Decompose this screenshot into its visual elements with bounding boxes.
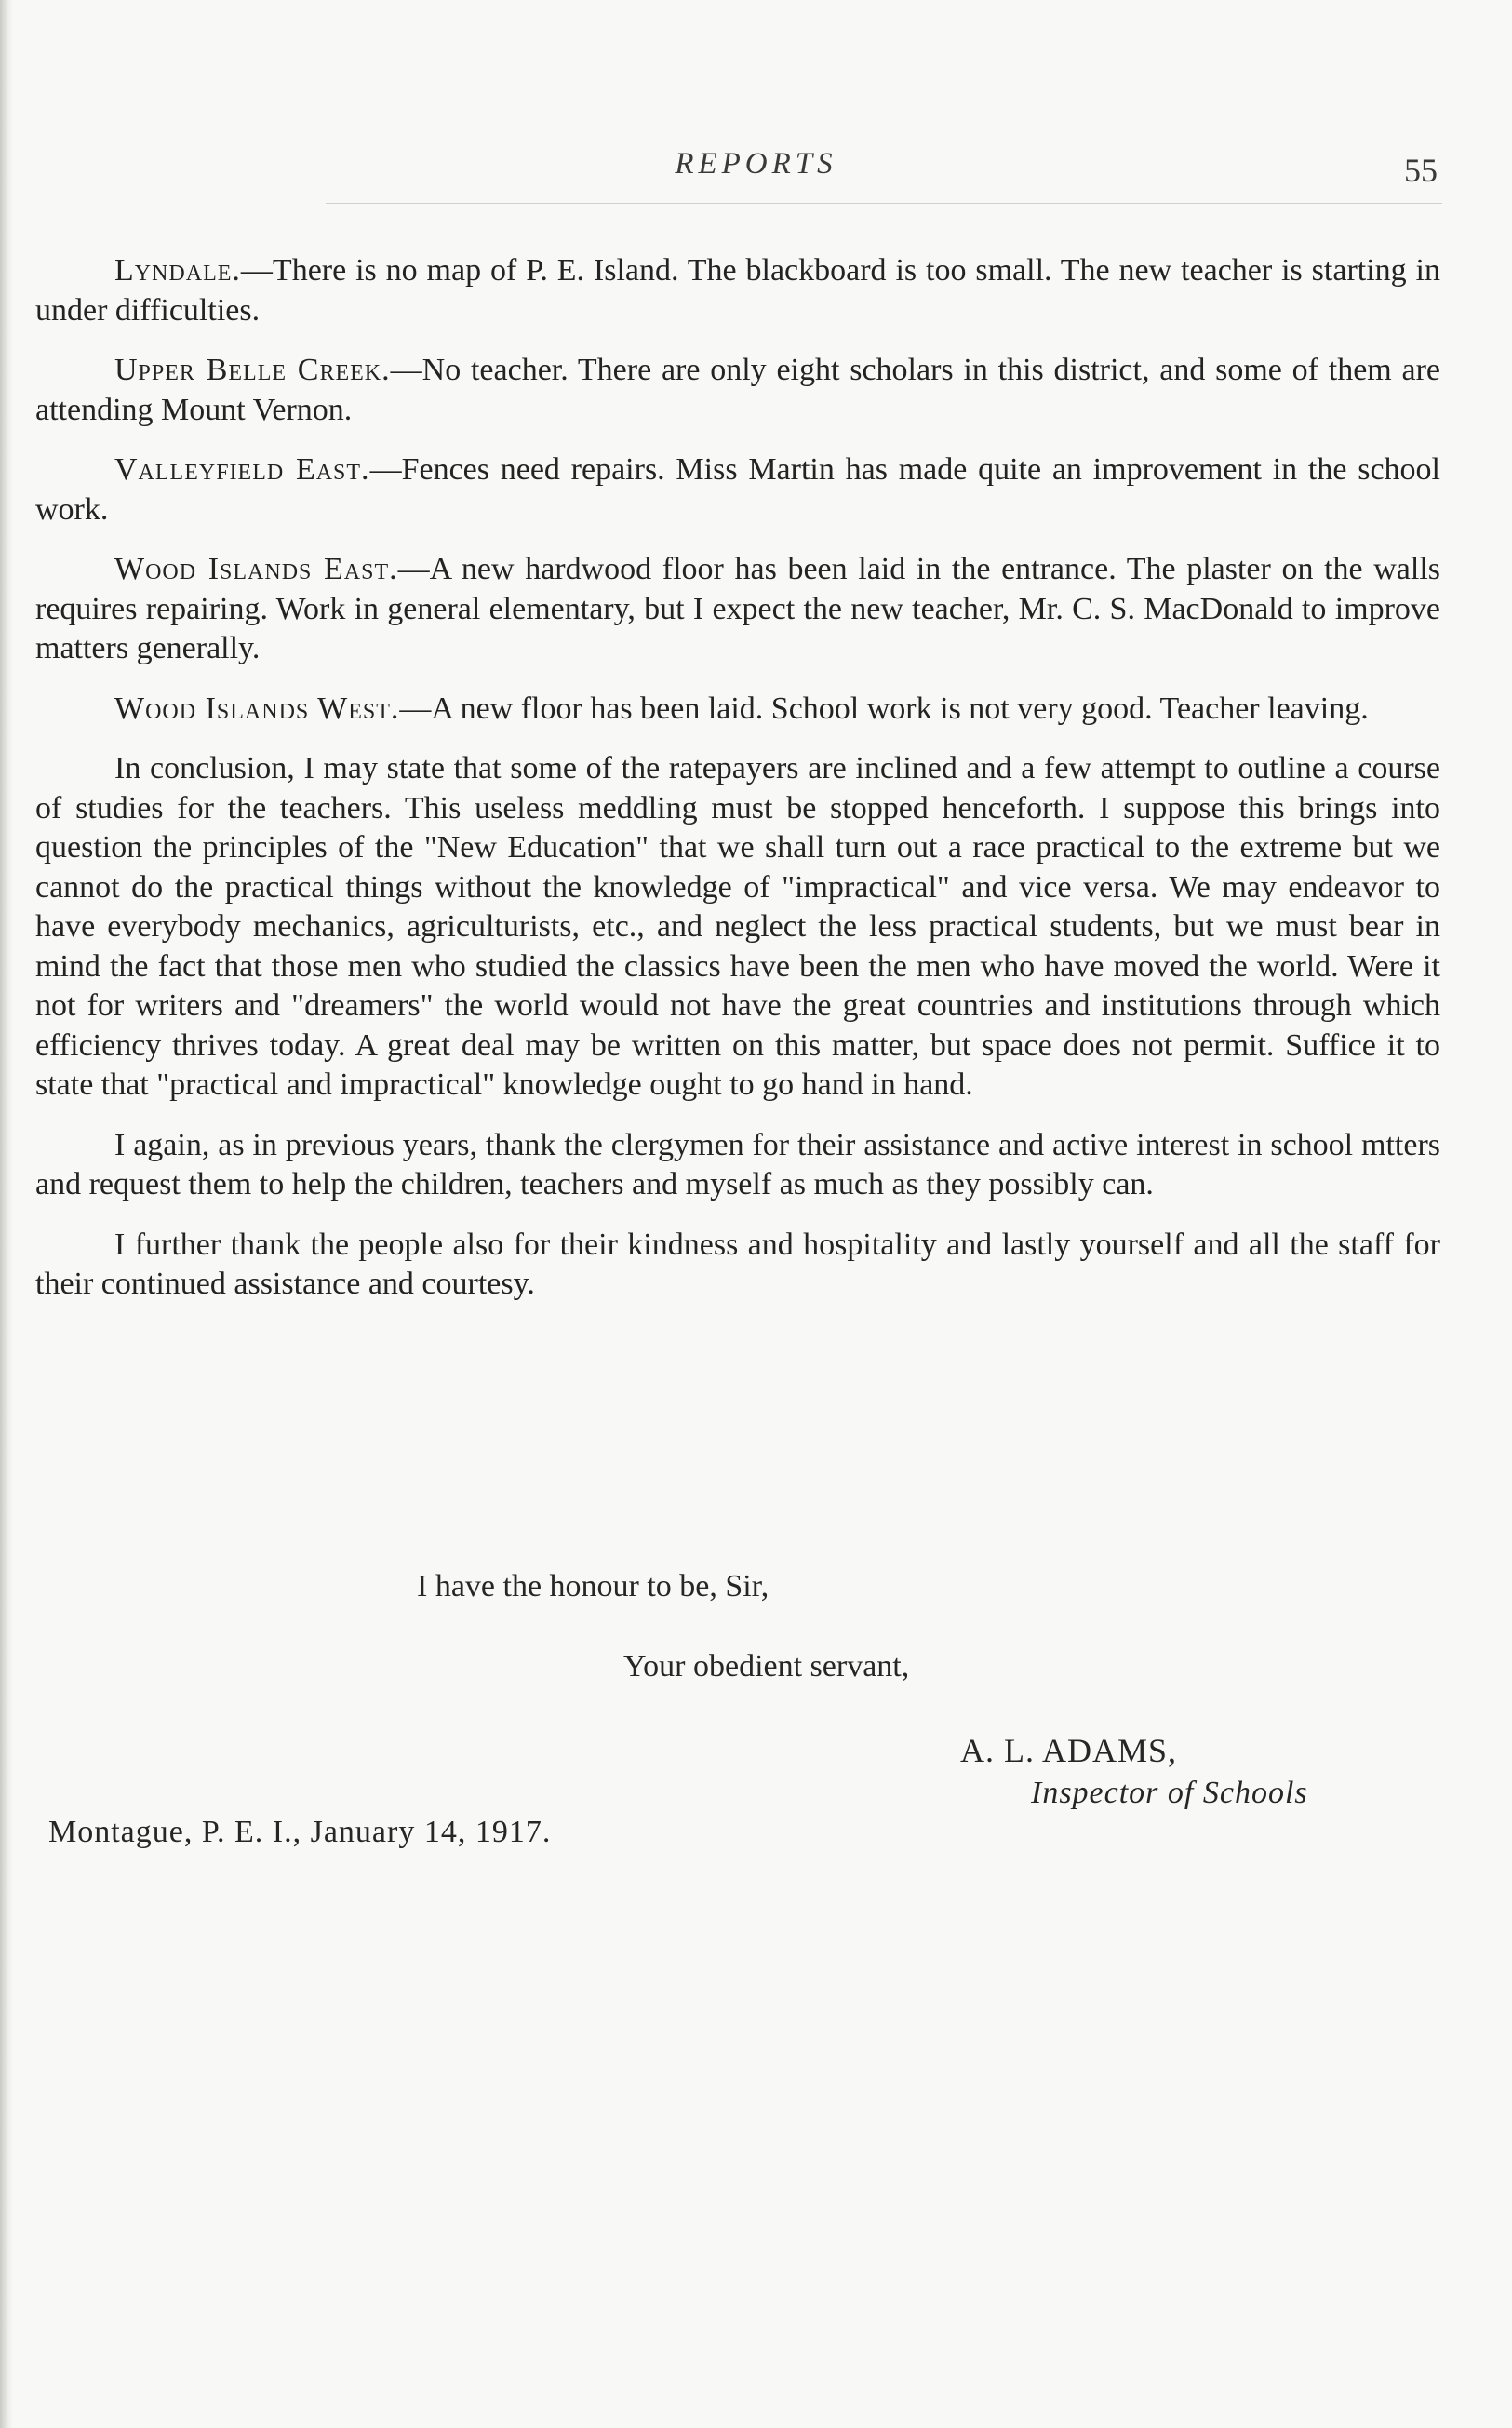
school-heading: Lyndale. <box>114 253 241 288</box>
report-body <box>35 251 1440 1325</box>
page-binding-shadow <box>0 0 13 2428</box>
page-number: 55 <box>1404 152 1438 189</box>
paragraph-wood-islands-east <box>35 550 1440 669</box>
paragraph-text: I further thank the people also for their kindness and hospitality and lastly yourself and all the staff for their continued assistance and courtesy. <box>35 1227 1440 1301</box>
paragraph-text: —A new hardwood floor has been laid in the entrance. The plaster on the walls requires repairing. Work in general elementary, but I expect the new teacher, Mr. C. S. MacDonald to improve matters generally. <box>35 552 1440 665</box>
school-heading: Valleyfield East. <box>114 452 370 487</box>
signer-title: Inspector of Schools <box>1031 1776 1308 1810</box>
paragraph-text: —Fences need repairs. Miss Martin has made quite an improvement in the school work. <box>35 452 1440 527</box>
paragraph-text: I again, as in previous years, thank the clergymen for their assistance and active interest in school mtters and request them to help the children, teachers and myself as much as they possibly can. <box>35 1127 1440 1201</box>
paragraph-text: —There is no map of P. E. Island. The blackboard is too small. The new teacher is starting in under difficulties. <box>35 253 1440 328</box>
closing-salutation: I have the honour to be, Sir, <box>417 1569 769 1603</box>
place-date: Montague, P. E. I., January 14, 1917. <box>48 1815 552 1849</box>
running-title: REPORTS <box>675 147 837 181</box>
paragraph-thanks-clergy <box>35 1126 1440 1205</box>
running-header <box>0 147 1512 203</box>
school-heading: Wood Islands East. <box>114 552 398 586</box>
paragraph-thanks-people <box>35 1226 1440 1305</box>
paragraph-upper-belle-creek <box>35 351 1440 430</box>
header-rule <box>326 203 1442 204</box>
paragraph-text: —No teacher. There are only eight scholars in this district, and some of them are attending Mount Vernon. <box>35 353 1441 427</box>
paragraph-conclusion <box>35 749 1440 1106</box>
paragraph-text: In conclusion, I may state that some of the ratepayers are inclined and a few attempt to outline a course of studies for the teachers. This useless meddling must be stopped henceforth. I suppose this brings into question the principles of the "New Education" that we shall turn out a race practical to the extreme but we cannot do the practical things without the knowledge of "impractical" and vice versa. We may endeavor to have everybody mechanics, agriculturists, etc., and neglect the less practical students, but we must bear in mind the fact that those men who studied the classics have been the men who have moved the world. Were it not for writers and "dreamers" the world would not have the great countries and institutions through which efficiency thrives today. A great deal may be written on this matter, but space does not permit. Suffice it to state that "practical and impractical" knowledge ought to go hand in hand. <box>35 751 1440 1102</box>
closing-complimentary: Your obedient servant, <box>623 1649 910 1684</box>
school-heading: Wood Islands West. <box>114 691 400 726</box>
paragraph-lyndale <box>35 251 1440 330</box>
paragraph-wood-islands-west <box>35 690 1440 730</box>
school-heading: Upper Belle Creek. <box>114 353 391 387</box>
paragraph-text: —A new floor has been laid. School work is not very good. Teacher leaving. <box>399 691 1369 726</box>
signer-name: A. L. ADAMS, <box>960 1732 1178 1769</box>
paragraph-valleyfield-east <box>35 450 1440 530</box>
